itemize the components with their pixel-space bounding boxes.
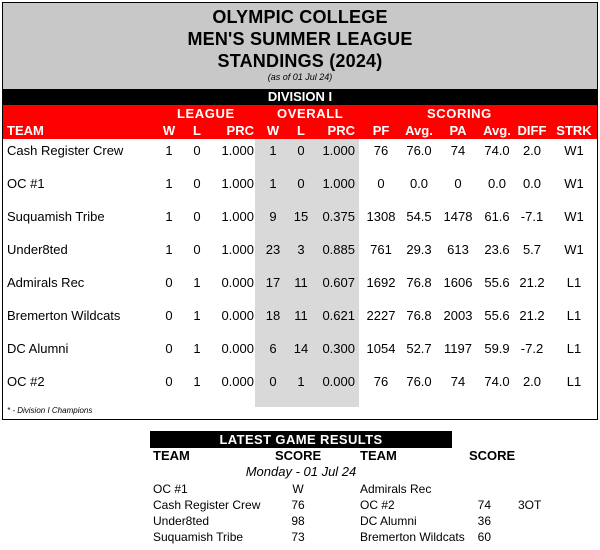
cell-overall-w: 1 [269,176,277,191]
cell-overall-l: 1 [297,374,305,389]
cell-league-l: 1 [193,308,201,323]
cell-league-l: 1 [193,341,201,356]
column-header-team: TEAM [7,123,44,138]
column-header-league-l: L [193,123,201,138]
results-header-team1: TEAM [153,448,190,463]
cell-pa-avg: 23.6 [484,242,510,257]
column-header-pf-avg: Avg. [405,123,433,138]
cell-league-prc: 0.000 [221,275,254,290]
game-team2: DC Alumni [360,514,417,528]
cell-team: DC Alumni [7,341,69,356]
cell-overall-prc: 0.621 [322,308,355,323]
game-team1: Under8ted [153,514,210,528]
table-row [3,273,597,306]
cell-overall-prc: 0.375 [322,209,355,224]
cell-overall-l: 0 [297,143,305,158]
cell-overall-w: 0 [269,374,277,389]
game-score2: 74 [477,498,491,512]
game-team2: OC #2 [360,498,395,512]
game-row [0,481,600,497]
cell-league-l: 0 [193,242,201,257]
game-row [0,529,600,545]
cell-pf: 1054 [366,341,396,356]
table-row [3,306,597,339]
cell-overall-l: 14 [293,341,309,356]
cell-league-prc: 1.000 [221,143,254,158]
cell-streak: L1 [566,308,582,323]
game-score2: 36 [477,514,491,528]
cell-league-l: 1 [193,374,201,389]
cell-league-prc: 1.000 [221,209,254,224]
title-league: MEN'S SUMMER LEAGUE [187,29,413,49]
cell-league-l: 0 [193,176,201,191]
cell-league-w: 0 [165,308,173,323]
cell-pf: 1308 [366,209,396,224]
cell-pa: 74 [450,143,466,158]
cell-streak: L1 [566,275,582,290]
cell-streak: W1 [564,209,584,224]
column-header-pf: PF [372,123,390,138]
table-row [3,174,597,207]
game-score1: 73 [291,530,305,544]
cell-pa: 0 [454,176,462,191]
cell-overall-prc: 1.000 [322,176,355,191]
cell-league-w: 1 [165,209,173,224]
results-header-team2: TEAM [360,448,397,463]
table-row [3,141,597,174]
cell-pa: 613 [447,242,469,257]
cell-pa-avg: 61.6 [484,209,510,224]
game-score2: 60 [477,530,491,544]
cell-overall-l: 11 [294,275,308,290]
cell-pf-avg: 29.3 [406,242,432,257]
column-header-league-w: W [162,123,176,138]
game-note: 3OT [518,498,542,512]
group-overall: OVERALL [277,106,344,121]
cell-overall-w: 23 [265,242,281,257]
cell-overall-prc: 0.000 [322,374,355,389]
standings-table [2,2,598,420]
cell-diff: 0.0 [522,176,542,191]
cell-pf: 76 [373,143,389,158]
cell-pa-avg: 0.0 [487,176,507,191]
cell-league-w: 0 [165,275,173,290]
cell-league-w: 1 [165,143,173,158]
game-team1: Cash Register Crew [153,498,261,512]
cell-team: OC #2 [7,374,45,389]
cell-diff: -7.2 [520,341,544,356]
cell-diff: 21.2 [519,308,545,323]
cell-overall-prc: 0.885 [322,242,355,257]
cell-pa: 1478 [443,209,473,224]
title-standings: STANDINGS (2024) [217,51,383,71]
cell-overall-prc: 0.300 [322,341,355,356]
cell-pa-avg: 59.9 [484,341,510,356]
cell-league-prc: 1.000 [221,242,254,257]
column-header-overall-l: L [297,123,305,138]
cell-league-l: 0 [193,209,201,224]
cell-pf: 1692 [366,275,396,290]
cell-league-w: 0 [165,374,173,389]
cell-team: Under8ted [7,242,68,257]
game-score1: 98 [291,514,305,528]
cell-overall-l: 3 [297,242,305,257]
cell-overall-prc: 1.000 [322,143,355,158]
game-score1: 76 [291,498,305,512]
cell-league-prc: 1.000 [221,176,254,191]
cell-pa: 2003 [443,308,473,323]
cell-league-l: 0 [193,143,201,158]
cell-pf: 2227 [366,308,396,323]
title-college: OLYMPIC COLLEGE [212,7,388,27]
game-team1: Suquamish Tribe [153,530,244,544]
results-title: LATEST GAME RESULTS [150,431,452,448]
cell-team: Suquamish Tribe [7,209,105,224]
cell-league-l: 1 [193,275,201,290]
cell-pf-avg: 52.7 [406,341,432,356]
cell-team: Admirals Rec [7,275,85,290]
cell-team: OC #1 [7,176,45,191]
cell-pa: 74 [450,374,466,389]
cell-diff: -7.1 [520,209,544,224]
cell-overall-w: 1 [269,143,277,158]
cell-overall-w: 17 [265,275,281,290]
cell-pf: 761 [370,242,392,257]
cell-overall-w: 9 [269,209,277,224]
cell-league-prc: 0.000 [221,308,254,323]
cell-diff: 21.2 [519,275,545,290]
results-header-score1: SCORE [275,448,322,463]
table-row [3,372,597,405]
cell-pf-avg: 76.8 [406,308,432,323]
cell-pf: 76 [373,374,389,389]
cell-pa: 1606 [443,275,473,290]
cell-league-w: 1 [165,176,173,191]
cell-pf: 0 [377,176,385,191]
cell-diff: 2.0 [522,374,542,389]
game-team2: Bremerton Wildcats [360,530,465,544]
cell-overall-w: 18 [265,308,281,323]
column-header-bar [3,105,597,139]
as-of-date: (as of 01 Jul 24) [267,72,333,82]
game-team1: OC #1 [153,482,188,496]
cell-league-prc: 0.000 [221,374,254,389]
cell-pa-avg: 74.0 [484,374,510,389]
cell-pf-avg: 76.0 [406,374,432,389]
cell-pa-avg: 55.6 [484,275,510,290]
cell-streak: W1 [564,143,584,158]
cell-overall-w: 6 [269,341,277,356]
results-header-score2: SCORE [469,448,516,463]
table-row [3,240,597,273]
cell-overall-l: 15 [293,209,309,224]
cell-pa-avg: 55.6 [484,308,510,323]
cell-pa: 1197 [444,341,472,356]
cell-pf-avg: 54.5 [406,209,432,224]
cell-pa-avg: 74.0 [484,143,510,158]
cell-diff: 2.0 [522,143,542,158]
group-league: LEAGUE [177,106,235,121]
footnote: * - Division I Champions [7,406,93,415]
cell-team: Cash Register Crew [7,143,124,158]
cell-overall-l: 0 [297,176,305,191]
cell-pf-avg: 0.0 [409,176,429,191]
column-header-streak: STRK [556,123,592,138]
cell-pf-avg: 76.0 [406,143,432,158]
cell-diff: 5.7 [522,242,542,257]
group-scoring: SCORING [427,106,492,121]
column-header-league-prc: PRC [226,123,254,138]
table-row [3,339,597,372]
cell-streak: L1 [566,341,582,356]
column-header-pa-avg: Avg. [483,123,511,138]
game-row [0,497,600,513]
results-date: Monday - 01 Jul 24 [245,464,357,479]
column-header-overall-w: W [266,123,280,138]
table-row [3,207,597,240]
division-header: DIVISION I [3,89,597,105]
column-header-overall-prc: PRC [327,123,355,138]
cell-overall-l: 11 [294,308,308,323]
cell-league-prc: 0.000 [221,341,254,356]
column-header-pa: PA [449,123,467,138]
cell-streak: W1 [564,242,584,257]
game-team2: Admirals Rec [360,482,432,496]
cell-overall-prc: 0.607 [322,275,355,290]
cell-team: Bremerton Wildcats [7,308,121,323]
game-row [0,513,600,529]
cell-streak: L1 [566,374,582,389]
title-block [3,3,597,89]
cell-pf-avg: 76.8 [406,275,432,290]
cell-league-w: 0 [165,341,173,356]
cell-league-w: 1 [165,242,173,257]
column-header-diff: DIFF [517,123,547,138]
cell-streak: W1 [564,176,584,191]
game-score1: W [292,482,304,496]
